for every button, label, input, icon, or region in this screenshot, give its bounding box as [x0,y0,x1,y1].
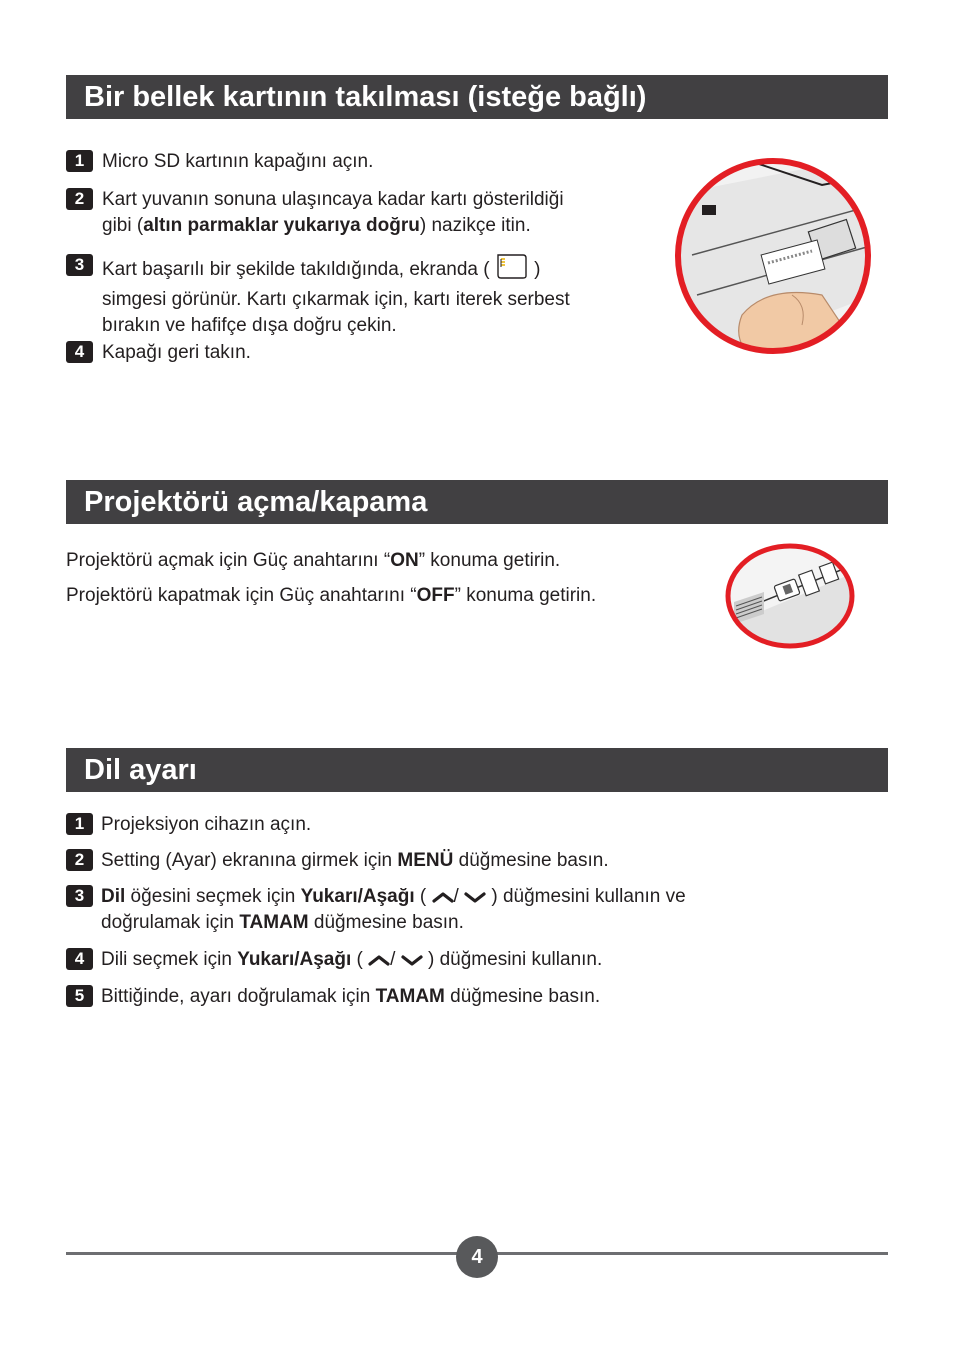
step-number-badge: 4 [66,341,93,363]
step-number-badge: 4 [66,948,93,970]
page-number: 4 [456,1236,498,1278]
card-insertion-illustration [672,155,874,357]
up-down-label: Yukarı/Aşağı [237,949,352,970]
power-on-pre: Projektörü açmak için Güç anahtarını “ [66,550,391,571]
step-number-badge: 2 [66,188,93,210]
up-down-label: Yukarı/Aşağı [300,886,415,907]
step-text-line2-pre: doğrulamak için [101,912,240,933]
power-off-bold: OFF [416,585,455,606]
step-number-badge: 3 [66,254,93,276]
section-title-power: Projektörü açma/kapama [66,480,888,524]
tamam-label: TAMAM [239,912,309,933]
power-switch-illustration [724,542,856,650]
step-text [101,884,686,936]
dil-label: Dil [101,886,126,907]
step-number-badge: 1 [66,813,93,835]
step-text-line2-post: ) nazikçe itin. [419,215,531,236]
step-text [102,187,564,239]
step-text-line3: bırakın ve hafifçe dışa doğru çekin. [102,315,397,336]
step-text-bold: altın parmaklar yukarıya doğru [143,215,420,236]
step-text-line2: simgesi görünür. Kartı çıkarmak için, kartı iterek serbest [102,289,570,310]
step-text [102,253,570,339]
power-on-text [66,548,560,574]
step-text-pre: Bittiğinde, ayarı doğrulamak için [101,986,376,1007]
chevron-down-icon [401,953,423,967]
step-text: Projeksiyon cihazın açın. [101,814,312,835]
step-text [101,848,609,874]
step-text: Micro SD kartının kapağını açın. [102,151,374,172]
step-number-badge: 1 [66,150,93,172]
chevron-up-icon [432,890,454,904]
power-off-text [66,583,596,609]
power-off-pre: Projektörü kapatmak için Güç anahtarını “ [66,585,417,606]
step-number-badge: 2 [66,849,93,871]
sd-card-icon [495,253,529,287]
slash: / [390,949,396,970]
step-text: Kapağı geri takın. [102,342,251,363]
step-text-line2-pre: gibi ( [102,215,144,236]
power-off-post: ” konuma getirin. [454,585,597,606]
power-on-bold: ON [390,550,419,571]
step-text [101,984,600,1010]
step-text [101,947,602,973]
step-number-badge: 5 [66,985,93,1007]
step-text-post: ) düğmesini kullanın. [428,949,603,970]
step-text-post: düğmesine basın. [453,850,609,871]
step-text-line1: Kart yuvanın sonuna ulaşıncaya kadar kartı gösterildiği [102,189,564,210]
step-number-badge: 3 [66,885,93,907]
chevron-down-icon [464,890,486,904]
step-text-mid2: ( [414,886,427,907]
section-title-memory-card: Bir bellek kartının takılması (isteğe bağlı) [66,75,888,119]
step-text-line1-post: ) [534,259,541,281]
power-on-post: ” konuma getirin. [418,550,561,571]
step-text-post1: ) düğmesini kullanın ve [491,886,686,907]
step-text-line1-pre: Kart başarılı bir şekilde takıldığında, ekranda ( [102,259,490,281]
menu-label: MENÜ [397,850,454,871]
step-text-pre: Setting (Ayar) ekranına girmek için [101,850,398,871]
tamam-label: TAMAM [375,986,445,1007]
chevron-up-icon [368,953,390,967]
step-text-mid1: öğesini seçmek için [125,886,301,907]
step-text-line2-post: düğmesine basın. [308,912,464,933]
step-text-mid: ( [351,949,363,970]
step-text-post: düğmesine basın. [444,986,601,1007]
section-title-language: Dil ayarı [66,748,888,792]
step-text-pre: Dili seçmek için [101,949,238,970]
slash: / [453,886,459,907]
